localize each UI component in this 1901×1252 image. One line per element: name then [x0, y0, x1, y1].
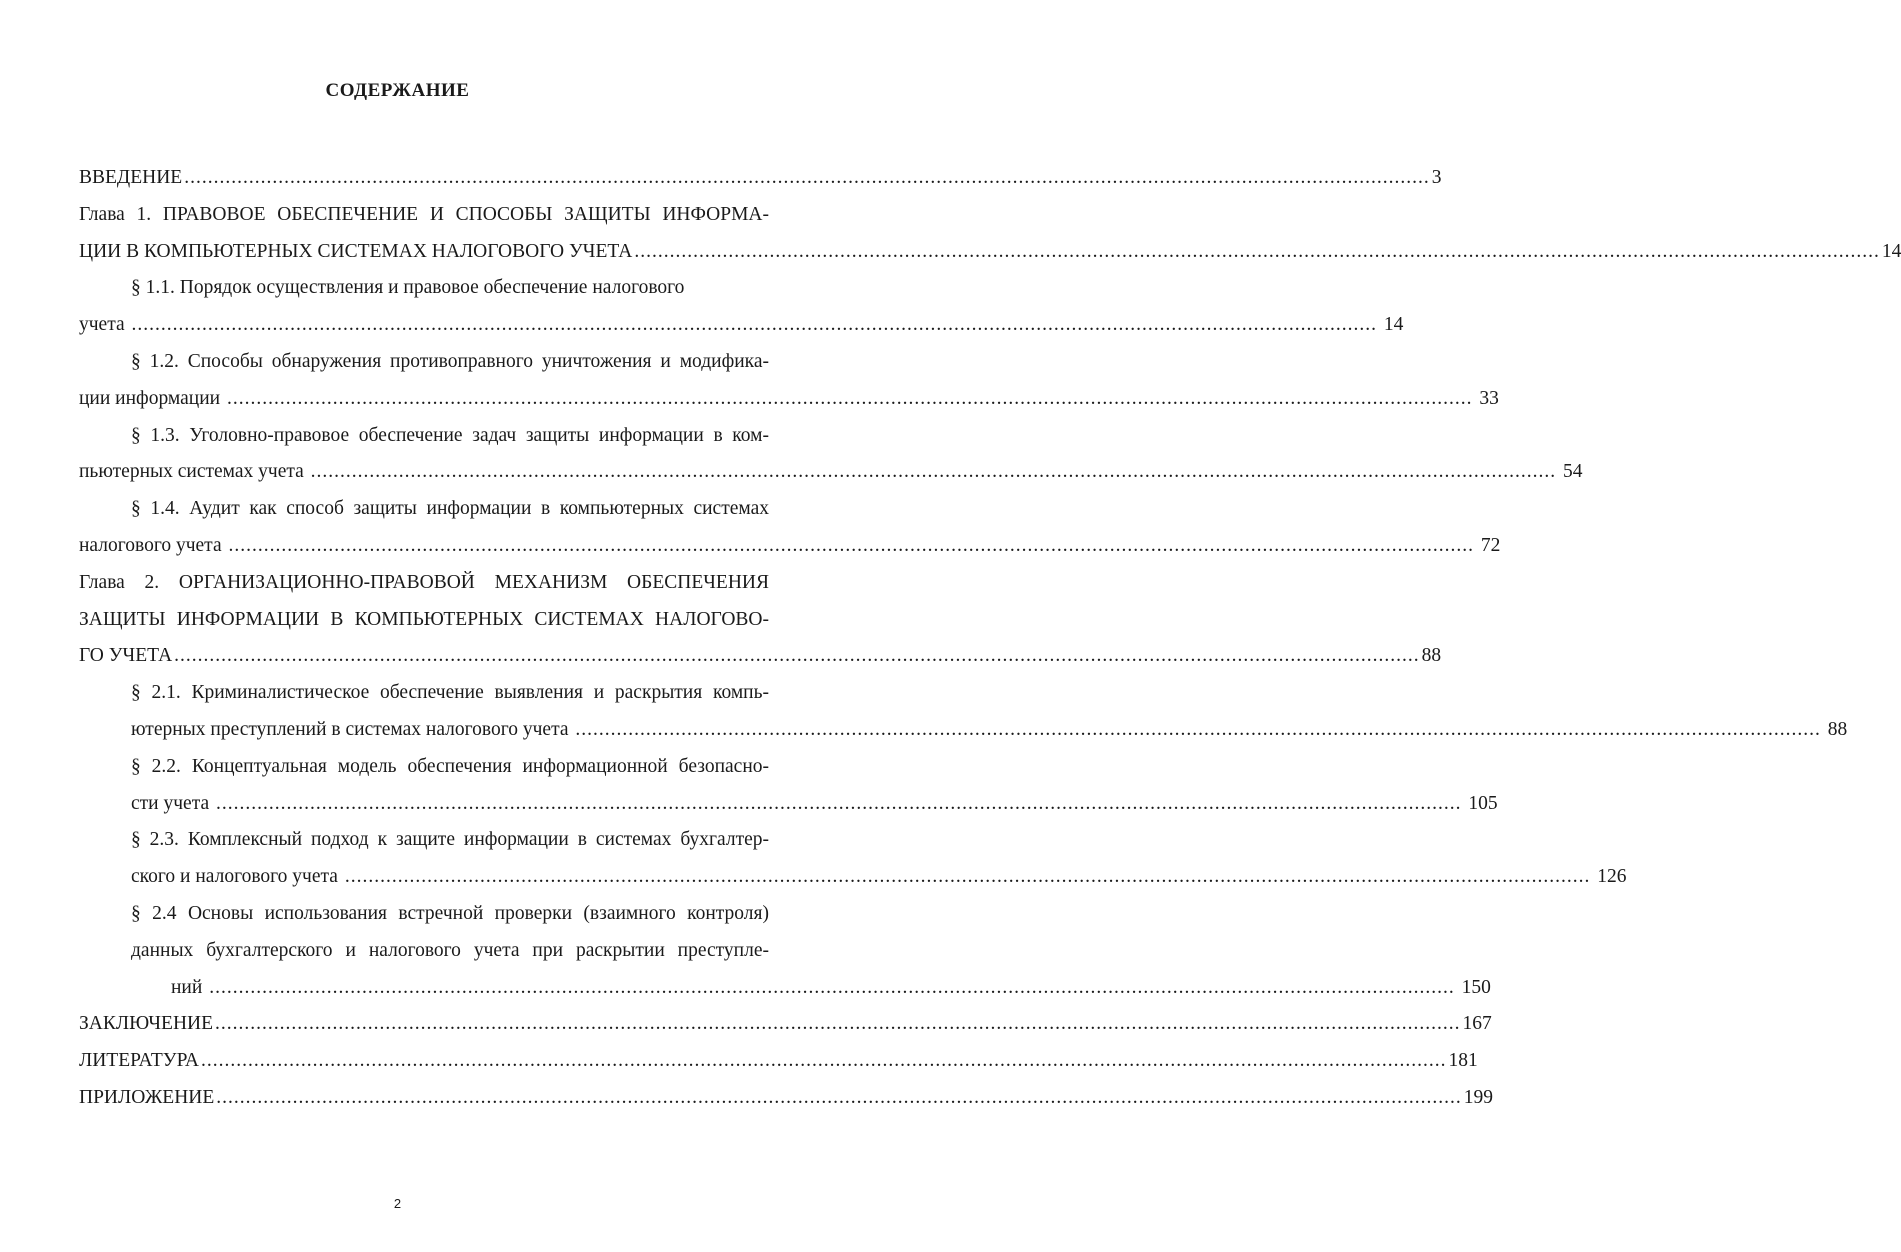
- toc-entry-page: 14: [1881, 240, 1901, 262]
- leader-dots: [227, 388, 1473, 409]
- toc-entry-page: 150: [1461, 976, 1491, 998]
- toc-entry-title-continued: ний: [171, 976, 203, 998]
- toc-entry-page: 14: [1383, 314, 1404, 336]
- toc-entry-title-continued: пьютерных системах учета: [79, 461, 304, 483]
- toc-entry-section-1-3: [79, 418, 1583, 492]
- toc-entry-section-1-2: [79, 344, 1499, 418]
- leader-dots: [228, 535, 1474, 556]
- toc-entry-title: ЛИТЕРАТУРА: [79, 1050, 199, 1072]
- toc-entry-section-2-4: [131, 896, 1491, 1006]
- leader-dots: [215, 1006, 1461, 1043]
- toc-entry-title: ЗАКЛЮЧЕНИЕ: [79, 1013, 214, 1035]
- toc-entry-section-2-2: [131, 749, 1498, 823]
- toc-entry-title-continued: ского и налогового учета: [131, 866, 338, 888]
- toc-entry-section-1-1: [79, 270, 1404, 344]
- leader-dots: [575, 719, 1821, 740]
- toc-entry-page: 181: [1448, 1050, 1478, 1072]
- toc-entry-title-continued: ЦИИ В КОМПЬЮТЕРНЫХ СИСТЕМАХ НАЛОГОВОГО УЧЕТА: [79, 240, 633, 262]
- toc-entry-title-line: § 1.3. Уголовно-правовое обеспечение задач защиты информации в ком-: [131, 424, 769, 446]
- toc-entry-page: 3: [1431, 167, 1442, 188]
- toc-entry-title-line: § 1.1. Порядок осуществления и правовое обеспечение налогового: [131, 277, 685, 299]
- toc-entry-introduction: [79, 160, 1442, 197]
- toc-entry-title-line: § 1.4. Аудит как способ защиты информации в компьютерных системах: [131, 498, 769, 520]
- leader-dots: [209, 977, 1455, 998]
- leader-dots: [201, 1043, 1447, 1080]
- toc-entry-page: 54: [1563, 461, 1583, 483]
- toc-entry-section-2-1: [131, 675, 1848, 749]
- toc-entry-title-line: § 1.2. Способы обнаружения противоправного уничтожения и модифика-: [131, 350, 769, 372]
- toc-entry-appendix: [79, 1080, 1494, 1117]
- toc-entry-section-1-4: [79, 491, 1501, 565]
- toc-entry-title: ПРИЛОЖЕНИЕ: [79, 1086, 215, 1108]
- leader-dots: [132, 314, 1378, 335]
- leader-dots: [184, 160, 1430, 197]
- toc-entry-title-continued: учета: [79, 314, 125, 336]
- leader-dots: [345, 866, 1591, 887]
- leader-dots: [174, 638, 1420, 675]
- toc-entry-title-continued: ютерных преступлений в системах налогового учета: [131, 718, 569, 740]
- toc-entry-title-line: § 2.1. Криминалистическое обеспечение выявления и раскрытия компь-: [131, 682, 769, 704]
- toc-entry-title-continued: ции информации: [79, 387, 221, 409]
- toc-entry-literature: [79, 1043, 1478, 1080]
- toc-entry-title-line: Глава 2. ОРГАНИЗАЦИОННО-ПРАВОВОЙ МЕХАНИЗМ ОБЕСПЕЧЕНИЯ: [79, 571, 769, 593]
- toc-entry-page: 88: [1827, 718, 1848, 740]
- toc-entry-title-line: § 2.4 Основы использования встречной проверки (взаимного контроля): [131, 902, 769, 924]
- toc-entry-title-continued: сти учета: [131, 792, 210, 814]
- toc-entry-title-line: данных бухгалтерского и налогового учета при раскрытии преступле-: [131, 939, 769, 961]
- leader-dots: [216, 793, 1462, 814]
- leader-dots: [311, 461, 1557, 482]
- toc-entry-page: 167: [1462, 1013, 1492, 1035]
- toc-entry-title-continued: налогового учета: [79, 534, 222, 556]
- toc-entry-page: 72: [1480, 534, 1501, 556]
- toc-entry-title-line: Глава 1. ПРАВОВОЕ ОБЕСПЕЧЕНИЕ И СПОСОБЫ ЗАЩИТЫ ИНФОРМА-: [79, 203, 769, 225]
- toc-entry-title-continued: ГО УЧЕТА: [79, 645, 173, 667]
- toc-entry-page: 88: [1421, 645, 1442, 667]
- toc-entry-page: 33: [1479, 387, 1499, 409]
- toc-entry-page: 199: [1463, 1086, 1494, 1108]
- page-number: 2: [393, 1196, 402, 1211]
- toc-entry-chapter-2: [79, 565, 1442, 675]
- table-of-contents: [79, 160, 1901, 1117]
- toc-entry-conclusion: [79, 1006, 1492, 1043]
- toc-entry-page: 105: [1468, 792, 1498, 814]
- leader-dots: [634, 234, 1880, 271]
- toc-entry-section-2-3: [131, 822, 1627, 896]
- toc-entry-title-line: § 2.2. Концептуальная модель обеспечения информационной безопасно-: [131, 755, 769, 777]
- page-title: СОДЕРЖАНИЕ: [325, 80, 470, 101]
- toc-entry-title-line: ЗАЩИТЫ ИНФОРМАЦИИ В КОМПЬЮТЕРНЫХ СИСТЕМАХ НАЛОГОВО-: [79, 608, 769, 630]
- toc-entry-title: ВВЕДЕНИЕ: [79, 167, 183, 188]
- leader-dots: [216, 1080, 1462, 1117]
- toc-entry-chapter-1: [79, 197, 1901, 271]
- toc-entry-page: 126: [1597, 866, 1627, 888]
- toc-entry-title-line: § 2.3. Комплексный подход к защите информации в системах бухгалтер-: [131, 829, 769, 851]
